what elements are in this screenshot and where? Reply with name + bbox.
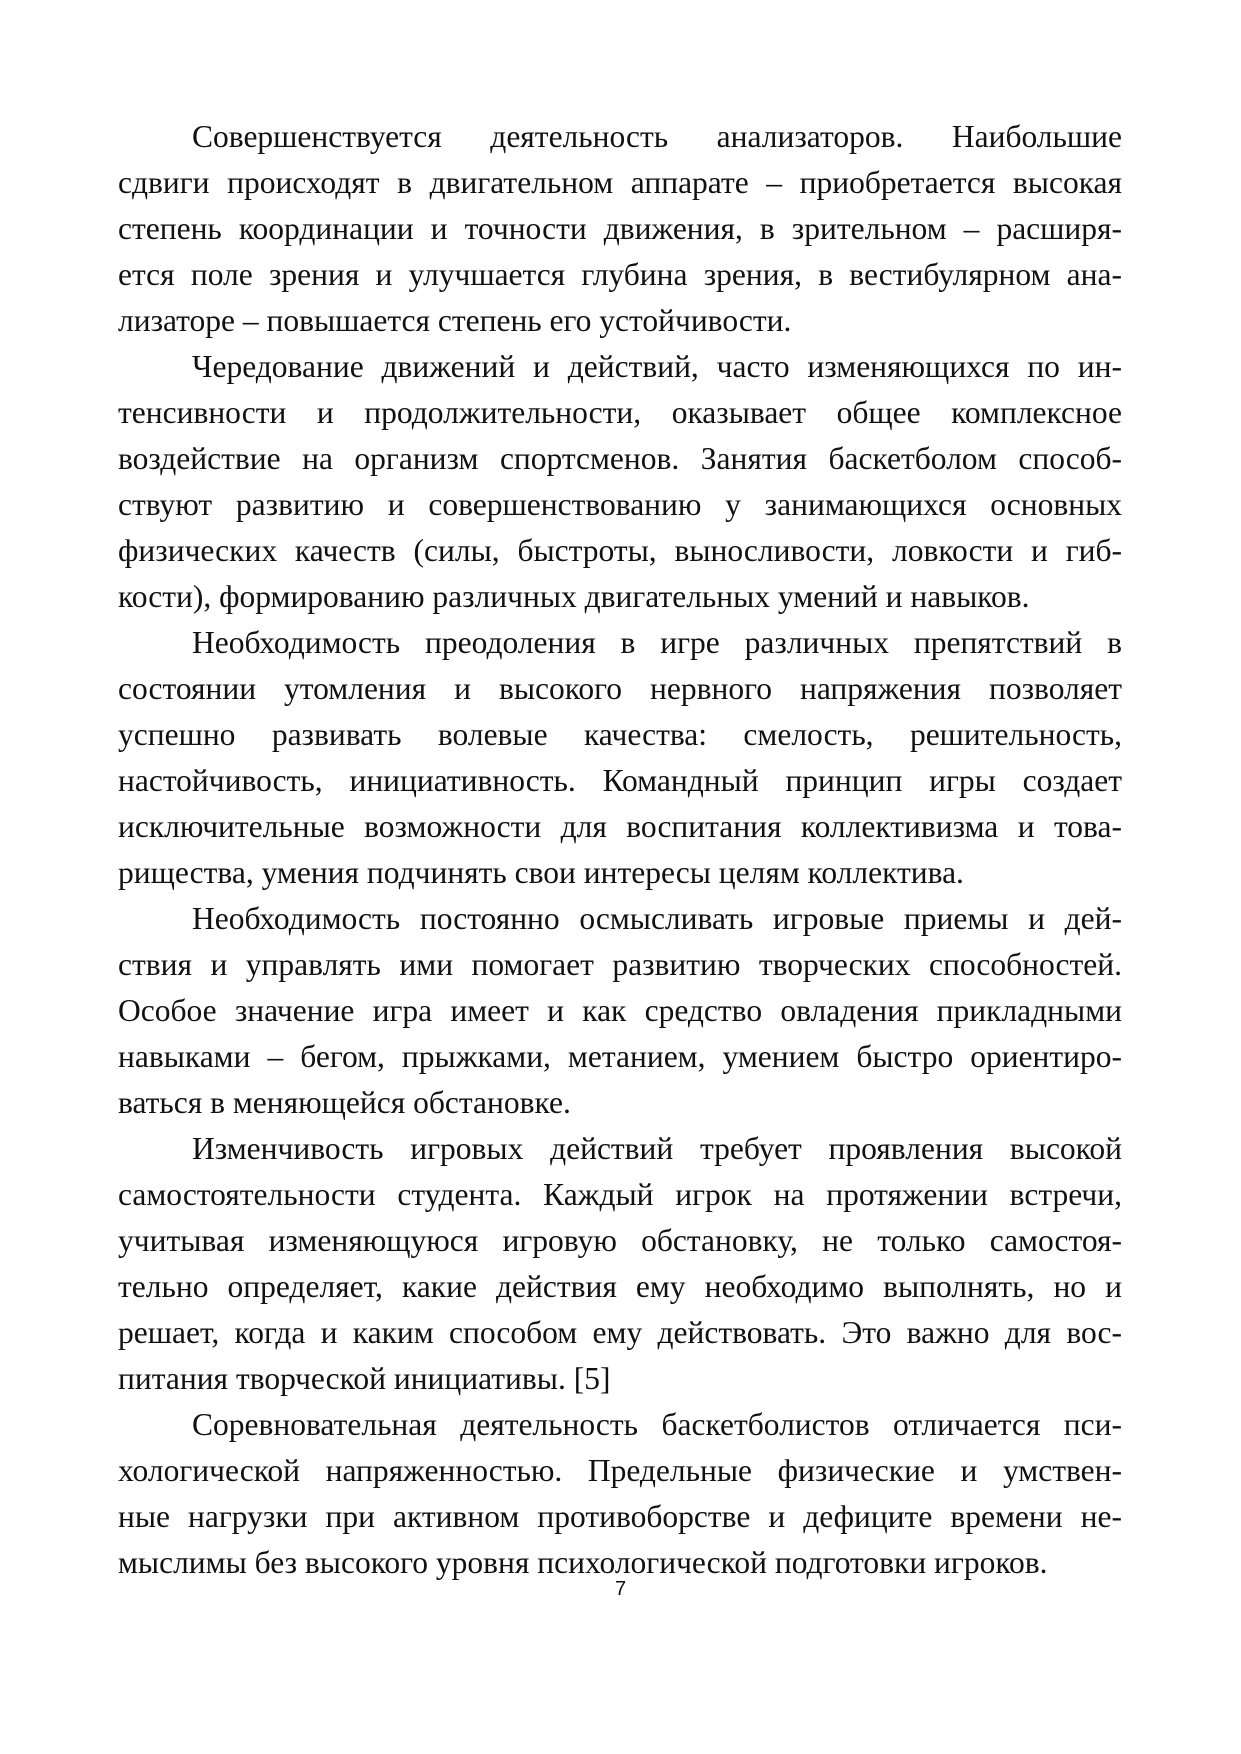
text-line: учитывая изменяющуюся игровую обстановку, не только самостоя- xyxy=(118,1223,1122,1258)
text-line: Необходимость постоянно осмысливать игровые приемы и дей- xyxy=(192,901,1122,936)
text-line: сдвиги происходят в двигательном аппарате – приобретается высокая xyxy=(118,165,1122,200)
paragraph-analyzers xyxy=(118,114,1122,344)
text-line: кости), формированию различных двигательных умений и навыков. xyxy=(118,579,1030,614)
text-line: исключительные возможности для воспитания коллективизма и това- xyxy=(118,809,1122,844)
text-line: рищества, умения подчинять свои интересы целям коллектива. xyxy=(118,855,964,890)
text-line: физических качеств (силы, быстроты, выносливости, ловкости и гиб- xyxy=(118,533,1122,568)
text-line: питания творческой инициативы. [5] xyxy=(118,1361,611,1396)
text-line: состоянии утомления и высокого нервного напряжения позволяет xyxy=(118,671,1122,706)
paragraph-obstacles xyxy=(118,620,1122,896)
text-line: Соревновательная деятельность баскетболистов отличается пси- xyxy=(192,1407,1122,1442)
text-line: степень координации и точности движения, в зрительном – расширя- xyxy=(118,211,1122,246)
text-line: ствия и управлять ими помогает развитию творческих способностей. xyxy=(118,947,1122,982)
text-line: лизаторе – повышается степень его устойчивости. xyxy=(118,303,792,338)
text-line: ваться в меняющейся обстановке. xyxy=(118,1085,571,1120)
paragraph-creativity xyxy=(118,896,1122,1126)
text-line: хологической напряженностью. Предельные физические и умствен- xyxy=(118,1453,1122,1488)
text-line: Совершенствуется деятельность анализаторов. Наибольшие xyxy=(192,119,1122,154)
body-text xyxy=(118,114,1122,1586)
text-line: настойчивость, инициативность. Командный принцип игры создает xyxy=(118,763,1122,798)
text-line: воздействие на организм спортсменов. Занятия баскетболом способ- xyxy=(118,441,1122,476)
page-number: 7 xyxy=(614,1578,627,1600)
text-line: Необходимость преодоления в игре различных препятствий в xyxy=(192,625,1122,660)
text-line: мыслимы без высокого уровня психологической подготовки игроков. xyxy=(118,1545,1048,1580)
text-line: Изменчивость игровых действий требует проявления высокой xyxy=(192,1131,1122,1166)
paragraph-alternation xyxy=(118,344,1122,620)
text-line: ные нагрузки при активном противоборстве и дефиците времени не- xyxy=(118,1499,1122,1534)
text-line: Особое значение игра имеет и как средство овладения прикладными xyxy=(118,993,1122,1028)
text-line: тенсивности и продолжительности, оказывает общее комплексное xyxy=(118,395,1122,430)
text-line: успешно развивать волевые качества: смелость, решительность, xyxy=(118,717,1122,752)
paragraph-competition xyxy=(118,1402,1122,1586)
text-line: навыками – бегом, прыжками, метанием, умением быстро ориентиро- xyxy=(118,1039,1122,1074)
text-line: решает, когда и каким способом ему действовать. Это важно для вос- xyxy=(118,1315,1122,1350)
text-line: тельно определяет, какие действия ему необходимо выполнять, но и xyxy=(118,1269,1122,1304)
paragraph-independence xyxy=(118,1126,1122,1402)
text-line: самостоятельности студента. Каждый игрок на протяжении встречи, xyxy=(118,1177,1122,1212)
text-line: ствуют развитию и совершенствованию у занимающихся основных xyxy=(118,487,1122,522)
text-line: Чередование движений и действий, часто изменяющихся по ин- xyxy=(192,349,1122,384)
text-line: ется поле зрения и улучшается глубина зрения, в вестибулярном ана- xyxy=(118,257,1122,292)
